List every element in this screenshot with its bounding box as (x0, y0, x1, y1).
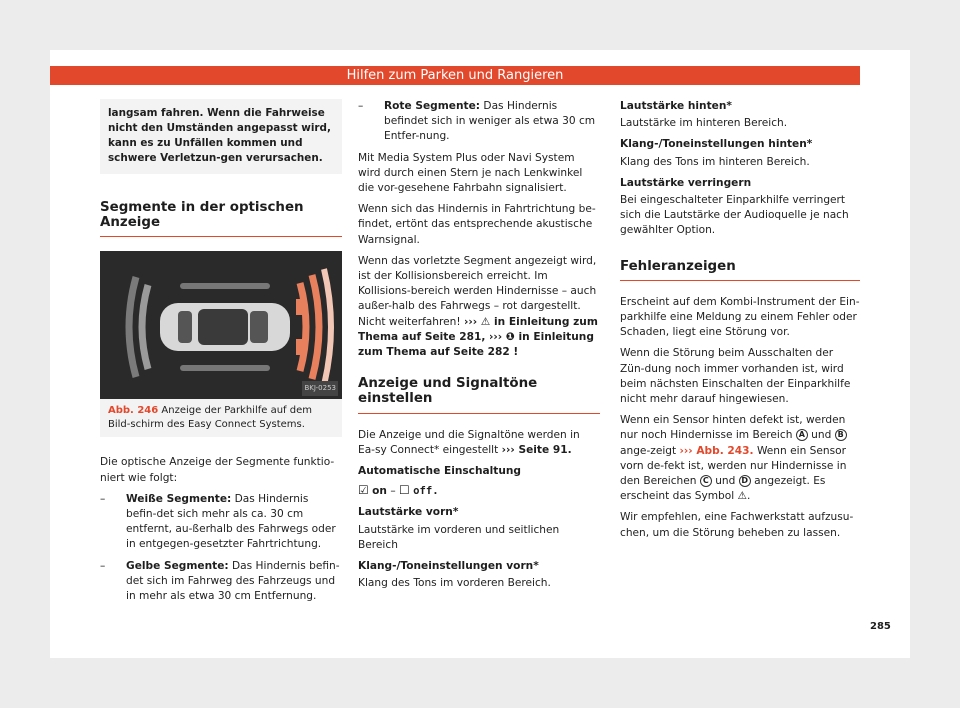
section-heading-errors: Fehleranzeigen (620, 259, 860, 281)
setting-text: Klang des Tons im hinteren Bereich. (620, 155, 810, 168)
setting-title: Klang-/Toneinstellungen vorn* (358, 560, 539, 573)
setting-title: Lautstärke hinten* (620, 100, 732, 112)
setting-title: Automatische Einschaltung (358, 465, 522, 478)
area-marker-b: B (835, 429, 847, 441)
paragraph: Wir empfehlen, eine Fachwerkstatt aufzusu-chen, um die Störung beheben zu lassen. (620, 511, 854, 539)
setting-title: Lautstärke verringern (620, 176, 752, 189)
car-roof (198, 309, 248, 345)
page-header: Hilfen zum Parken und Rangieren (50, 66, 860, 85)
item-label: Gelbe Segmente: (126, 559, 229, 572)
warning-box: langsam fahren. Wenn die Fahrweise nicht den Umständen angepasst wird, kann es zu Unfällen kommen und schwere Verletzun-gen verursachen. (100, 99, 342, 174)
cross-reference-link[interactable]: ››› Seite 91. (501, 443, 572, 456)
column-2 (358, 99, 600, 597)
caption-text: Anzeige der Parkhilfe auf dem Bild-schirm des Easy Connect Systems. (108, 405, 312, 430)
list-item (100, 492, 342, 553)
paragraph-text: und (715, 475, 736, 488)
figure-reference-link[interactable]: ››› Abb. 243. (679, 444, 754, 457)
paragraph (620, 413, 860, 504)
item-text: Das Hindernis befin-det sich mehr als ca. 30 cm entfernt, au-ßerhalb des Fahrwegs oder in entgegen-gesetzter Fahrtrichtung. (126, 492, 336, 551)
paragraph-text: Wenn das vorletzte Segment angezeigt wird, ist der Kollisionsbereich erreicht. Im Kollisions-bereich werden Hindernisse – auch außer-halb des Fahrwegs – rot dargestellt. Nicht weiterfahren! (358, 254, 597, 328)
list-item (100, 559, 342, 605)
item-label: Rote Segmente: (384, 100, 481, 112)
parking-display-graphic (100, 251, 342, 399)
side-segment-bottom (180, 365, 270, 371)
item-label: Weiße Segmente: (126, 492, 232, 505)
paragraph: Wenn die Störung beim Ausschalten der Zün-dung noch immer vorhanden ist, wird beim nächsten Einschalten der Einparkhilfe nicht mehr darauf hingewiesen. (620, 347, 851, 406)
setting-title: Klang-/Toneinstellungen hinten* (620, 138, 813, 151)
cross-reference-link[interactable]: ››› ⚠ in Einleitung zum Thema auf Seite 281, ››› ❶ in Einleitung zum Thema auf Seite 282 ! (358, 315, 598, 359)
car-windshield (250, 311, 268, 343)
figure-caption (100, 399, 342, 437)
section-heading-settings: Anzeige und Signaltöne einstellen (358, 376, 600, 413)
parking-display-figure (100, 251, 342, 399)
paragraph-text: Wenn ein Sensor hinten defekt ist, werden nur noch Hindernisse im Bereich (620, 414, 846, 442)
page-number: 285 (870, 621, 891, 632)
paragraph-text: Die Anzeige und die Signaltöne werden in Ea-sy Connect* eingestellt (358, 428, 580, 456)
paragraph: Mit Media System Plus oder Navi System wird durch einen Stern je nach Lenkwinkel die vor-gesehene Fahrbahn signalisiert. (358, 151, 583, 195)
front-side-segment-bottom (296, 339, 302, 355)
setting-text: Lautstärke im vorderen und seitlichen Bereich (358, 523, 560, 551)
setting-text: Bei eingeschalteter Einparkhilfe verringert sich die Lautstärke der Audioquelle je nach gewählter Option. (620, 194, 849, 237)
front-side-segment-top (296, 299, 302, 315)
list-item (358, 99, 600, 145)
paragraph-text: angezeigt. Es erscheint das Symbol ⚠. (620, 475, 826, 503)
paragraph: Erscheint auf dem Kombi-Instrument der Ein-parkhilfe eine Meldung zu einem Fehler oder Schaden, liegt eine Störung vor. (620, 295, 860, 339)
section-heading-segments: Segmente in der optischen Anzeige (100, 200, 342, 237)
segments-list-cont (358, 99, 600, 145)
area-marker-d: D (739, 475, 751, 487)
setting-title: Lautstärke vorn* (358, 506, 459, 519)
caption-label: Abb. 246 (108, 405, 159, 417)
area-marker-a: A (796, 429, 808, 441)
option-on: on (372, 485, 387, 498)
checkbox-checked-icon: ☑ (358, 483, 369, 498)
paragraph (358, 428, 600, 458)
column-3 (620, 99, 860, 547)
segments-list (100, 492, 342, 604)
area-marker-c: C (700, 475, 712, 487)
paragraph-text: und (811, 429, 832, 442)
paragraph-text: Wenn ein Sensor vorn de-fekt ist, werden nur Hindernisse in den Bereichen (620, 444, 847, 488)
side-segment-top (180, 283, 270, 289)
car-rear-window (178, 311, 192, 343)
option-separator: – (390, 485, 396, 498)
paragraph: Wenn sich das Hindernis in Fahrtrichtung be-findet, ertönt das entsprechende akustische Warnsignal. (358, 203, 596, 246)
option-off: off. (413, 485, 439, 498)
figure-code: BKJ-0253 (302, 381, 338, 396)
checkbox-empty-icon: ☐ (399, 483, 410, 498)
item-text: Das Hindernis befin-det sich im Fahrweg des Fahrzeugs und in mehr als etwa 30 cm Entfernung. (126, 559, 340, 603)
item-text: Das Hindernis befindet sich in weniger als etwa 30 cm Entfer-nung. (384, 100, 596, 143)
paragraph-text: ange-zeigt (620, 444, 677, 457)
column-1 (100, 99, 342, 610)
segments-intro: Die optische Anzeige der Segmente funktio-niert wie folgt: (100, 456, 335, 484)
setting-text: Lautstärke im hinteren Bereich. (620, 117, 788, 130)
auto-switch-options (358, 483, 600, 499)
paragraph (358, 254, 600, 360)
setting-text: Klang des Tons im vorderen Bereich. (358, 577, 551, 590)
